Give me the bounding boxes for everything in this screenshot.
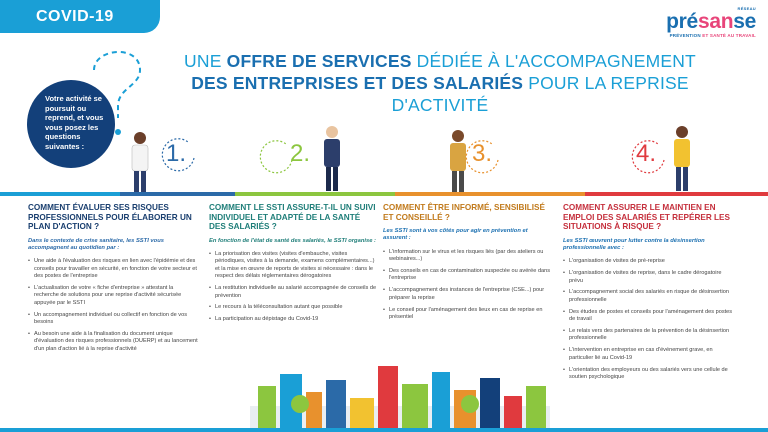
column-risk-evaluation xyxy=(28,203,198,358)
column-3-intro: Les SSTI sont à vos côtés pour agir en prévention et assurent : xyxy=(383,228,528,242)
list-item: • Des études de postes et conseils pour l'aménagement des postes de travail xyxy=(563,309,733,324)
headline-line1-pre: UNE xyxy=(184,51,227,71)
list-item: • L'actualisation de votre « fiche d'entreprise » attestant la recherche de solutions pour une reprise d'activité sécurisée appuyée par le SSTI xyxy=(28,285,198,307)
column-individual-follow-up xyxy=(209,203,379,328)
column-3-title: COMMENT ÊTRE INFORMÉ, SENSIBILISÉ ET CONSEILLÉ ? xyxy=(383,203,545,222)
list-item: • Le relais vers des partenaires de la prévention de la désinsertion professionnelle xyxy=(563,328,733,343)
timeline-bar xyxy=(0,192,768,196)
column-4-title: COMMENT ASSURER LE MAINTIEN EN EMPLOI DES SALARIÉS ET REPÉRER LES SITUATIONS À RISQUE ? xyxy=(563,203,730,232)
headline-line1-bold: OFFRE DE SERVICES xyxy=(226,51,412,71)
covid-badge: COVID-19 xyxy=(0,0,160,33)
presanse-logo xyxy=(640,6,756,56)
worker-figure-icon xyxy=(312,124,352,194)
list-item: • Le recours à la téléconsultation autant que possible xyxy=(209,304,379,311)
logo-tagline-part1: PRÉVENTION xyxy=(669,33,703,38)
list-item: • Un accompagnement individuel ou collectif en fonction de vos besoins xyxy=(28,312,198,327)
column-2-title: COMMENT LE SSTI ASSURE-T-IL UN SUIVI INDIVIDUEL ET ADAPTÉ DE LA SANTÉ DES SALARIÉS ? xyxy=(209,203,376,232)
step-number-3: 3. xyxy=(472,140,493,167)
list-item: • L'orientation des employeurs ou des salariés vers une cellule de soutien psychologique xyxy=(563,367,733,382)
list-item: • L'organisation de visites de pré-reprise xyxy=(563,258,733,265)
intro-bubble: Votre activité se poursuit ou reprend, et vous vous posez les questions suivantes : xyxy=(27,80,115,168)
headline-line2-post: POUR LA REPRISE D'ACTIVITÉ xyxy=(391,73,689,115)
logo-tagline-part2: ET SANTÉ AU TRAVAIL xyxy=(702,33,756,38)
list-item: • La priorisation des visites (visites d'embauche, visites périodiques, visites à la demande, examens complémentaires...) et la mise en œuvre de reports de visites si nécessaire : dans le respect des délais réglementaires dérogatoires xyxy=(209,251,379,281)
logo-brand-part1: pré xyxy=(666,10,698,33)
list-item: • Une aide à l'évaluation des risques en lien avec l'épidémie et des conseils pour travailler en sécurité, en fonction de votre secteur et des postes de l'entreprise xyxy=(28,258,198,280)
logo-tagline xyxy=(640,33,756,38)
column-1-title: COMMENT ÉVALUER SES RISQUES PROFESSIONNELS POUR ÉLABORER UN PLAN D'ACTION ? xyxy=(28,203,192,232)
list-item: • La restitution individuelle au salarié accompagnée de conseils de prévention xyxy=(209,285,379,300)
headline-line-2 xyxy=(160,72,720,116)
builder-figure-icon xyxy=(662,124,702,194)
column-4-intro: Les SSTI œuvrent pour lutter contre la désinsertion professionnelle avec : xyxy=(563,237,705,251)
headline-line2-bold: DES ENTREPRISES ET DES SALARIÉS xyxy=(191,73,524,93)
headline-line-1 xyxy=(160,50,720,72)
step-number-2: 2. xyxy=(290,140,311,167)
doctor-figure-icon xyxy=(120,130,160,196)
column-information xyxy=(383,203,553,326)
list-item: • Le conseil pour l'aménagement des lieux en cas de reprise en présentiel xyxy=(383,307,553,322)
logo-brand xyxy=(640,11,756,33)
column-2-list xyxy=(209,251,379,324)
list-item: • L'organisation de visites de reprise, dans le cadre dérogatoire prévu xyxy=(563,270,733,285)
list-item: • L'intervention en entreprise en cas d'événement grave, en particulier lié au Covid-19 xyxy=(563,347,733,362)
page-title xyxy=(160,50,720,116)
list-item: • L'information sur le virus et les risques liés (par des ateliers ou webinaires...) xyxy=(383,249,553,264)
logo-brand-part3: se xyxy=(733,10,756,33)
column-3-list xyxy=(383,249,553,322)
logo-brand-part2: san xyxy=(697,10,734,33)
column-1-intro: Dans le contexte de crise sanitaire, les SSTI vous accompagnent au quotidien par : xyxy=(28,237,164,251)
list-item: • Des conseils en cas de contamination suspectée ou avérée dans l'entreprise xyxy=(383,268,553,283)
list-item: • La participation au dépistage du Covid-19 xyxy=(209,316,379,323)
list-item: • L'accompagnement social des salariés en risque de désinsertion professionnelle xyxy=(563,289,733,304)
list-item: • Au besoin une aide à la finalisation du document unique d'évaluation des risques professionnels (DUERP) et au lancement d'un plan d'action lié à la reprise d'activité xyxy=(28,331,198,353)
step-number-1: 1. xyxy=(166,140,187,167)
logo-small-label: RÉSEAU xyxy=(737,6,756,11)
step-number-4: 4. xyxy=(636,140,657,167)
column-2-intro: En fonction de l'état de santé des salariés, le SSTI organise : xyxy=(209,237,376,244)
headline-line1-post: DÉDIÉE À L'ACCOMPAGNEMENT xyxy=(411,51,696,71)
list-item: • L'accompagnement des instances de l'entreprise (CSE...) pour préparer la reprise xyxy=(383,287,553,302)
column-1-list xyxy=(28,258,198,353)
city-skyline-illustration xyxy=(0,346,768,432)
